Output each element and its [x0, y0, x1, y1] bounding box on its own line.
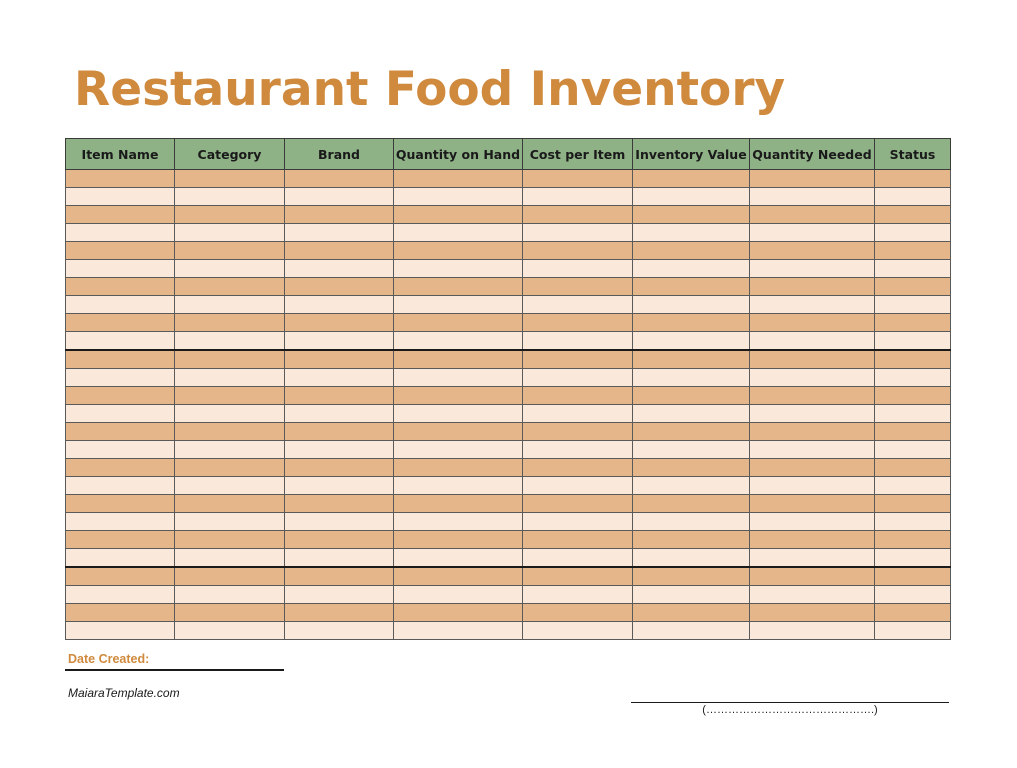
cell-inventory-value[interactable]	[633, 332, 750, 351]
column-header-brand: Brand	[285, 139, 394, 170]
cell-brand[interactable]	[285, 405, 394, 423]
cell-status[interactable]	[875, 423, 951, 441]
cell-category[interactable]	[175, 296, 285, 314]
column-header-inventory-value: Inventory Value	[633, 139, 750, 170]
cell-quantity-needed[interactable]	[750, 332, 875, 351]
table-header-row	[66, 139, 951, 170]
cell-inventory-value[interactable]	[633, 549, 750, 568]
cell-quantity-needed[interactable]	[750, 369, 875, 387]
cell-quantity-on-hand[interactable]	[394, 441, 523, 459]
cell-inventory-value[interactable]	[633, 586, 750, 604]
cell-brand[interactable]	[285, 170, 394, 188]
cell-brand[interactable]	[285, 586, 394, 604]
cell-item-name[interactable]	[66, 441, 175, 459]
cell-brand[interactable]	[285, 567, 394, 586]
cell-item-name[interactable]	[66, 224, 175, 242]
cell-brand[interactable]	[285, 260, 394, 278]
cell-quantity-on-hand[interactable]	[394, 170, 523, 188]
cell-cost-per-item[interactable]	[523, 260, 633, 278]
cell-category[interactable]	[175, 549, 285, 568]
cell-status[interactable]	[875, 278, 951, 296]
table-row	[66, 206, 951, 224]
column-header-quantity-on-hand: Quantity on Hand	[394, 139, 523, 170]
cell-category[interactable]	[175, 441, 285, 459]
cell-category[interactable]	[175, 350, 285, 369]
table-row	[66, 459, 951, 477]
cell-quantity-needed[interactable]	[750, 459, 875, 477]
cell-status[interactable]	[875, 604, 951, 622]
cell-cost-per-item[interactable]	[523, 423, 633, 441]
table-row	[66, 604, 951, 622]
cell-cost-per-item[interactable]	[523, 513, 633, 531]
table-row	[66, 423, 951, 441]
cell-brand[interactable]	[285, 604, 394, 622]
cell-item-name[interactable]	[66, 314, 175, 332]
cell-item-name[interactable]	[66, 188, 175, 206]
cell-status[interactable]	[875, 567, 951, 586]
cell-cost-per-item[interactable]	[523, 567, 633, 586]
cell-brand[interactable]	[285, 278, 394, 296]
cell-item-name[interactable]	[66, 260, 175, 278]
date-created-label: Date Created:	[68, 652, 150, 666]
cell-quantity-needed[interactable]	[750, 387, 875, 405]
cell-cost-per-item[interactable]	[523, 459, 633, 477]
cell-inventory-value[interactable]	[633, 423, 750, 441]
cell-inventory-value[interactable]	[633, 405, 750, 423]
page-title: Restaurant Food Inventory	[74, 62, 786, 117]
cell-brand[interactable]	[285, 441, 394, 459]
cell-category[interactable]	[175, 459, 285, 477]
cell-item-name[interactable]	[66, 405, 175, 423]
table-row	[66, 369, 951, 387]
cell-status[interactable]	[875, 531, 951, 549]
cell-brand[interactable]	[285, 549, 394, 568]
table-row	[66, 387, 951, 405]
date-created-field[interactable]	[65, 652, 284, 671]
cell-quantity-needed[interactable]	[750, 314, 875, 332]
cell-cost-per-item[interactable]	[523, 441, 633, 459]
column-header-category: Category	[175, 139, 285, 170]
cell-quantity-needed[interactable]	[750, 513, 875, 531]
table-row	[66, 622, 951, 640]
cell-status[interactable]	[875, 387, 951, 405]
cell-quantity-needed[interactable]	[750, 350, 875, 369]
cell-quantity-on-hand[interactable]	[394, 188, 523, 206]
cell-quantity-on-hand[interactable]	[394, 622, 523, 640]
cell-quantity-needed[interactable]	[750, 224, 875, 242]
cell-status[interactable]	[875, 242, 951, 260]
cell-quantity-needed[interactable]	[750, 278, 875, 296]
cell-cost-per-item[interactable]	[523, 350, 633, 369]
cell-inventory-value[interactable]	[633, 477, 750, 495]
cell-quantity-needed[interactable]	[750, 622, 875, 640]
cell-quantity-on-hand[interactable]	[394, 459, 523, 477]
cell-item-name[interactable]	[66, 622, 175, 640]
cell-quantity-needed[interactable]	[750, 405, 875, 423]
cell-item-name[interactable]	[66, 387, 175, 405]
cell-category[interactable]	[175, 531, 285, 549]
cell-status[interactable]	[875, 188, 951, 206]
cell-category[interactable]	[175, 423, 285, 441]
cell-brand[interactable]	[285, 459, 394, 477]
cell-quantity-needed[interactable]	[750, 586, 875, 604]
cell-category[interactable]	[175, 604, 285, 622]
cell-status[interactable]	[875, 369, 951, 387]
cell-status[interactable]	[875, 495, 951, 513]
cell-brand[interactable]	[285, 387, 394, 405]
cell-quantity-on-hand[interactable]	[394, 369, 523, 387]
cell-category[interactable]	[175, 188, 285, 206]
table-row	[66, 188, 951, 206]
cell-status[interactable]	[875, 260, 951, 278]
cell-category[interactable]	[175, 495, 285, 513]
cell-quantity-on-hand[interactable]	[394, 206, 523, 224]
table-row	[66, 278, 951, 296]
cell-cost-per-item[interactable]	[523, 477, 633, 495]
cell-quantity-on-hand[interactable]	[394, 604, 523, 622]
cell-category[interactable]	[175, 477, 285, 495]
cell-item-name[interactable]	[66, 531, 175, 549]
cell-category[interactable]	[175, 513, 285, 531]
cell-status[interactable]	[875, 405, 951, 423]
table-row	[66, 567, 951, 586]
cell-quantity-needed[interactable]	[750, 170, 875, 188]
cell-category[interactable]	[175, 278, 285, 296]
cell-inventory-value[interactable]	[633, 531, 750, 549]
cell-category[interactable]	[175, 405, 285, 423]
table-row	[66, 513, 951, 531]
cell-quantity-on-hand[interactable]	[394, 477, 523, 495]
cell-status[interactable]	[875, 549, 951, 568]
cell-inventory-value[interactable]	[633, 513, 750, 531]
cell-category[interactable]	[175, 242, 285, 260]
cell-brand[interactable]	[285, 188, 394, 206]
cell-category[interactable]	[175, 260, 285, 278]
table-row	[66, 586, 951, 604]
cell-status[interactable]	[875, 314, 951, 332]
cell-quantity-on-hand[interactable]	[394, 350, 523, 369]
column-header-cost-per-item: Cost per Item	[523, 139, 633, 170]
cell-status[interactable]	[875, 477, 951, 495]
cell-inventory-value[interactable]	[633, 350, 750, 369]
cell-cost-per-item[interactable]	[523, 188, 633, 206]
cell-inventory-value[interactable]	[633, 296, 750, 314]
cell-quantity-on-hand[interactable]	[394, 224, 523, 242]
cell-cost-per-item[interactable]	[523, 206, 633, 224]
cell-category[interactable]	[175, 314, 285, 332]
table-row	[66, 477, 951, 495]
cell-inventory-value[interactable]	[633, 441, 750, 459]
cell-category[interactable]	[175, 567, 285, 586]
cell-item-name[interactable]	[66, 423, 175, 441]
cell-quantity-on-hand[interactable]	[394, 513, 523, 531]
cell-category[interactable]	[175, 622, 285, 640]
table-row	[66, 242, 951, 260]
cell-item-name[interactable]	[66, 278, 175, 296]
cell-category[interactable]	[175, 586, 285, 604]
cell-cost-per-item[interactable]	[523, 549, 633, 568]
cell-brand[interactable]	[285, 477, 394, 495]
cell-status[interactable]	[875, 459, 951, 477]
cell-item-name[interactable]	[66, 296, 175, 314]
cell-status[interactable]	[875, 206, 951, 224]
cell-cost-per-item[interactable]	[523, 586, 633, 604]
cell-item-name[interactable]	[66, 495, 175, 513]
cell-item-name[interactable]	[66, 604, 175, 622]
cell-inventory-value[interactable]	[633, 495, 750, 513]
cell-item-name[interactable]	[66, 477, 175, 495]
cell-quantity-on-hand[interactable]	[394, 278, 523, 296]
column-header-quantity-needed: Quantity Needed	[750, 139, 875, 170]
cell-inventory-value[interactable]	[633, 369, 750, 387]
cell-item-name[interactable]	[66, 350, 175, 369]
table-body	[66, 170, 951, 640]
cell-quantity-needed[interactable]	[750, 242, 875, 260]
cell-cost-per-item[interactable]	[523, 242, 633, 260]
cell-brand[interactable]	[285, 332, 394, 351]
cell-cost-per-item[interactable]	[523, 278, 633, 296]
cell-item-name[interactable]	[66, 549, 175, 568]
table-row	[66, 332, 951, 351]
cell-quantity-on-hand[interactable]	[394, 387, 523, 405]
cell-category[interactable]	[175, 170, 285, 188]
cell-quantity-needed[interactable]	[750, 423, 875, 441]
cell-quantity-on-hand[interactable]	[394, 586, 523, 604]
cell-cost-per-item[interactable]	[523, 387, 633, 405]
cell-inventory-value[interactable]	[633, 260, 750, 278]
cell-status[interactable]	[875, 296, 951, 314]
table-row	[66, 224, 951, 242]
table-row	[66, 495, 951, 513]
cell-cost-per-item[interactable]	[523, 531, 633, 549]
cell-cost-per-item[interactable]	[523, 604, 633, 622]
cell-inventory-value[interactable]	[633, 206, 750, 224]
cell-quantity-on-hand[interactable]	[394, 242, 523, 260]
cell-quantity-needed[interactable]	[750, 296, 875, 314]
cell-cost-per-item[interactable]	[523, 622, 633, 640]
cell-category[interactable]	[175, 332, 285, 351]
cell-brand[interactable]	[285, 495, 394, 513]
cell-brand[interactable]	[285, 350, 394, 369]
cell-quantity-on-hand[interactable]	[394, 423, 523, 441]
cell-status[interactable]	[875, 441, 951, 459]
cell-cost-per-item[interactable]	[523, 314, 633, 332]
cell-quantity-on-hand[interactable]	[394, 332, 523, 351]
cell-status[interactable]	[875, 170, 951, 188]
cell-item-name[interactable]	[66, 242, 175, 260]
cell-item-name[interactable]	[66, 459, 175, 477]
cell-cost-per-item[interactable]	[523, 296, 633, 314]
cell-quantity-needed[interactable]	[750, 441, 875, 459]
table-row	[66, 170, 951, 188]
cell-status[interactable]	[875, 513, 951, 531]
cell-category[interactable]	[175, 224, 285, 242]
cell-inventory-value[interactable]	[633, 604, 750, 622]
signature-line	[631, 702, 949, 703]
cell-status[interactable]	[875, 622, 951, 640]
cell-quantity-on-hand[interactable]	[394, 405, 523, 423]
cell-brand[interactable]	[285, 296, 394, 314]
cell-brand[interactable]	[285, 242, 394, 260]
cell-status[interactable]	[875, 586, 951, 604]
table-row	[66, 314, 951, 332]
cell-quantity-on-hand[interactable]	[394, 567, 523, 586]
cell-item-name[interactable]	[66, 170, 175, 188]
cell-inventory-value[interactable]	[633, 387, 750, 405]
cell-brand[interactable]	[285, 206, 394, 224]
cell-status[interactable]	[875, 350, 951, 369]
table-row	[66, 350, 951, 369]
cell-brand[interactable]	[285, 224, 394, 242]
cell-item-name[interactable]	[66, 567, 175, 586]
inventory-table	[65, 138, 951, 640]
cell-category[interactable]	[175, 387, 285, 405]
cell-quantity-on-hand[interactable]	[394, 314, 523, 332]
table-row	[66, 296, 951, 314]
cell-cost-per-item[interactable]	[523, 495, 633, 513]
cell-inventory-value[interactable]	[633, 314, 750, 332]
cell-item-name[interactable]	[66, 332, 175, 351]
site-credit: MaiaraTemplate.com	[68, 686, 180, 700]
column-header-status: Status	[875, 139, 951, 170]
cell-quantity-needed[interactable]	[750, 477, 875, 495]
table-row	[66, 260, 951, 278]
cell-inventory-value[interactable]	[633, 188, 750, 206]
table-row	[66, 405, 951, 423]
cell-category[interactable]	[175, 206, 285, 224]
cell-quantity-needed[interactable]	[750, 206, 875, 224]
cell-status[interactable]	[875, 224, 951, 242]
column-header-item-name: Item Name	[66, 139, 175, 170]
cell-quantity-needed[interactable]	[750, 604, 875, 622]
cell-quantity-needed[interactable]	[750, 188, 875, 206]
cell-cost-per-item[interactable]	[523, 332, 633, 351]
cell-inventory-value[interactable]	[633, 567, 750, 586]
cell-cost-per-item[interactable]	[523, 224, 633, 242]
cell-inventory-value[interactable]	[633, 224, 750, 242]
cell-status[interactable]	[875, 332, 951, 351]
cell-quantity-on-hand[interactable]	[394, 296, 523, 314]
cell-item-name[interactable]	[66, 586, 175, 604]
table-row	[66, 441, 951, 459]
cell-quantity-on-hand[interactable]	[394, 531, 523, 549]
cell-quantity-needed[interactable]	[750, 567, 875, 586]
cell-inventory-value[interactable]	[633, 622, 750, 640]
cell-brand[interactable]	[285, 622, 394, 640]
cell-brand[interactable]	[285, 314, 394, 332]
table-row	[66, 549, 951, 568]
cell-quantity-needed[interactable]	[750, 549, 875, 568]
cell-item-name[interactable]	[66, 369, 175, 387]
cell-inventory-value[interactable]	[633, 278, 750, 296]
cell-brand[interactable]	[285, 531, 394, 549]
cell-quantity-needed[interactable]	[750, 260, 875, 278]
cell-inventory-value[interactable]	[633, 170, 750, 188]
cell-quantity-on-hand[interactable]	[394, 549, 523, 568]
cell-cost-per-item[interactable]	[523, 405, 633, 423]
cell-item-name[interactable]	[66, 513, 175, 531]
cell-quantity-needed[interactable]	[750, 531, 875, 549]
cell-brand[interactable]	[285, 423, 394, 441]
cell-brand[interactable]	[285, 513, 394, 531]
cell-quantity-on-hand[interactable]	[394, 495, 523, 513]
signature-placeholder: (……………………………………….)	[702, 704, 878, 716]
cell-inventory-value[interactable]	[633, 242, 750, 260]
cell-item-name[interactable]	[66, 206, 175, 224]
cell-inventory-value[interactable]	[633, 459, 750, 477]
cell-cost-per-item[interactable]	[523, 369, 633, 387]
cell-quantity-on-hand[interactable]	[394, 260, 523, 278]
cell-quantity-needed[interactable]	[750, 495, 875, 513]
cell-brand[interactable]	[285, 369, 394, 387]
cell-cost-per-item[interactable]	[523, 170, 633, 188]
cell-category[interactable]	[175, 369, 285, 387]
table-row	[66, 531, 951, 549]
